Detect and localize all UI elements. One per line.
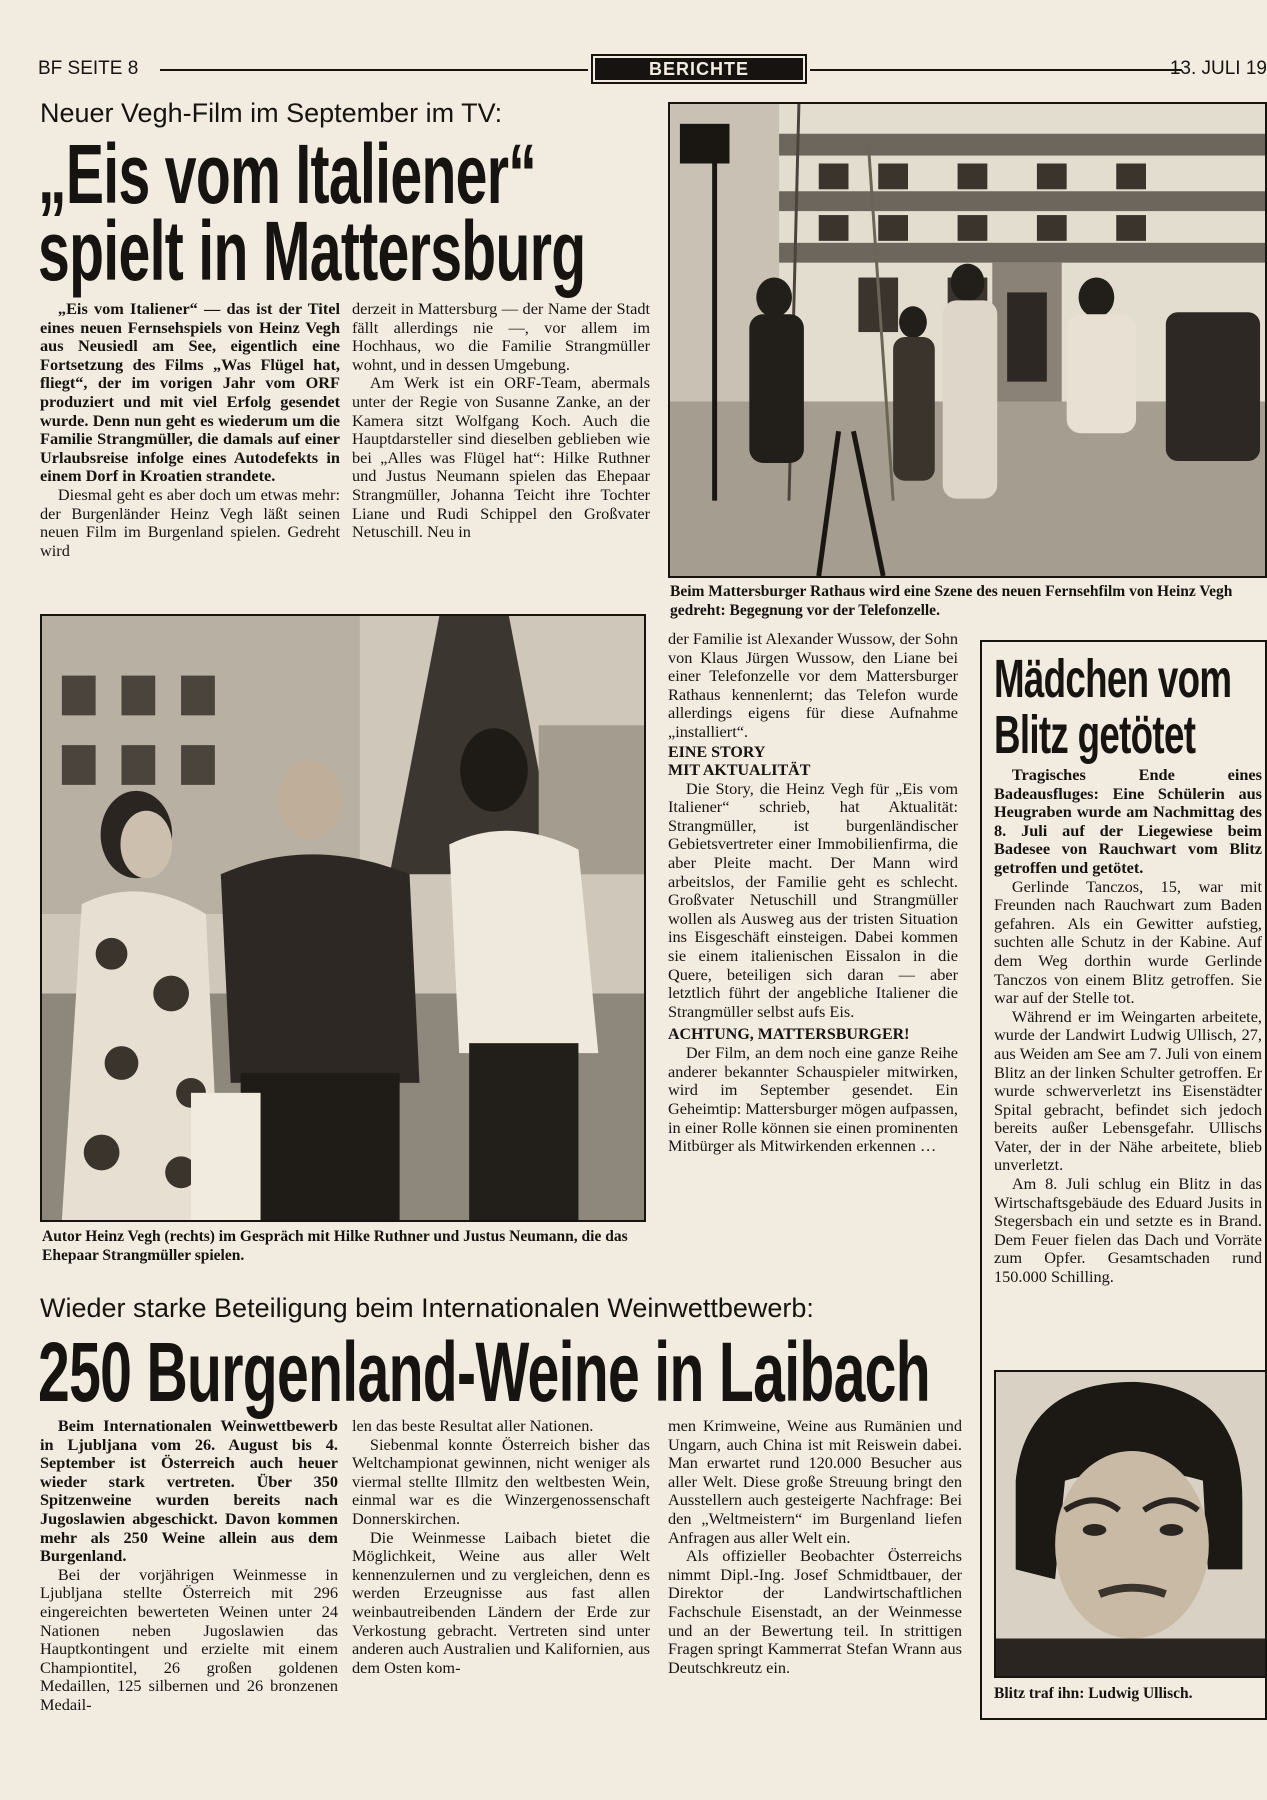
article1-column-3 [668,630,958,1260]
article1-column-1 [40,300,340,592]
article1-paragraph: Diesmal geht es aber doch um etwas mehr: der Burgenländer Heinz Vegh läßt seinen neuen Film im Burgenland spielen. Gedreht wird [40,484,340,560]
film-set-photo-caption: Beim Mattersburger Rathaus wird eine Szene des neuen Fernsehfilm von Heinz Vegh gedreht: Begegnung vor der Telefonzelle. [670,583,1233,619]
section-label: BERICHTE [595,58,803,80]
sidebar-headline-line1: Mädchen vom [994,649,1232,709]
article2-headline: 250 Burgenland-Weine in Laibach [38,1325,930,1419]
page-label: BF SEITE 8 [38,58,139,79]
article1-subheading-1-line2: MIT AKTUALITÄT [668,761,811,779]
header-rule-right [810,69,1182,71]
article1-paragraph: derzeit in Mattersburg — der Name der Stadt fällt allerdings nie —, vor allem im Hochhaus, wo die Familie Strangmüller wohnt, und in dessen Umgebung. [352,299,650,374]
article1-kicker: Neuer Vegh-Film im September im TV: [40,98,503,128]
ullisch-portrait-photo [994,1370,1267,1678]
article2-column-2 [352,1417,650,1737]
sidebar-paragraph: Am 8. Juli schlug ein Blitz in das Wirtschaftsgebäude des Eduard Jusits in Stegersbach ein und setzte es in Brand. Dem Feuer fielen das Dach und Vorräte zum Opfer. Gesamtschaden rund 150.000 Schilling. [994,1174,1262,1287]
article2-paragraph: Siebenmal konnte Österreich bisher das Weltchampionat gewinnen, nicht weniger als viermal stellte Illmitz den weltbesten Wein, einmal war es die Winzergenossenschaft Donnerskirchen. [352,1434,650,1528]
article1-paragraph: Die Story, die Heinz Vegh für „Eis vom Italiener“ schrieb, hat Aktualität: Strangmüller, ist burgenländischer Gebietsvertreter einer Immobilienfirma, die aber Pleite macht. Der Mann wird arbeitslos, der Familie geht es schlecht. Großvater Netuschill und Strangmüller wollen als Ausweg aus der tristen Situation ins Eisgeschäft einsteigen. Dabei kommen sie einem italienischen Eissalon in die Quere, beteiligen sich daran — aber letztlich führt der angebliche Italiener die Strangmüller selbst aufs Eis. [668,778,958,1021]
article1-paragraph: Der Film, an dem noch eine ganze Reihe anderer bekannter Schauspieler mitwirken, wird im September gesendet. Ein Geheimtip: Mattersburger mögen aufpassen, in einer Rolle können sie einen prominenten Mitbürger als Mitwirkenden erkennen … [668,1043,958,1156]
article2-paragraph: Bei der vorjährigen Weinmesse in Ljubljana stellte Österreich mit 296 eingereichten bewerteten Weinen unter 24 Nationen neben Jugoslawien das Hauptkontingent und erzielte mit einem Championtitel, 26 großen goldenen Medaillen, 125 silbernen und 26 bronzenen Medail- [40,1564,338,1714]
article1-column-2 [352,300,650,592]
author-photo-caption: Autor Heinz Vegh (rechts) im Gespräch mit Hilke Ruthner und Justus Neumann, die das Ehepaar Strangmüller spielen. [42,1228,628,1264]
issue-date: 13. JULI 19 [1169,58,1267,79]
article1-paragraph: der Familie ist Alexander Wussow, der Sohn von Klaus Jürgen Wussow, den Liane bei einer Telefonzelle vor dem Mattersburger Rathaus kennenlernt; das Telefon wurde allerdings eigens für diese Aufnahme „installiert“. [668,629,958,741]
page-header [38,58,1267,82]
sidebar-paragraph: Gerlinde Tanczos, 15, war mit Freunden nach Rauchwart zum Baden gefahren. Als ein Gewitter aufstieg, suchten alle Schutz in der Kabine. Auf dem Weg dorthin wurde Gerlinde Tanczos von einem Blitz getroffen. Sie war auf der Stelle tot. [994,876,1262,1008]
ullisch-portrait-image [996,1372,1265,1676]
article1-paragraph: Am Werk ist ein ORF-Team, abermals unter der Regie von Susanne Zanke, an der Kamera sitzt Wolfgang Koch. Auch die Hauptdarsteller sind dieselben geblieben wie bei „Alles was Flügel hat“: Hilke Ruthner und Justus Neumann spielen das Ehepaar Strangmüller, Johanna Teicht ihre Tochter Liane und Rudi Schippel den Großvater Netuschill. Neu in [352,373,650,542]
article2-lead: Beim Internationalen Weinwettbewerb in Ljubljana vom 26. August bis 4. September ist Österreich auch heuer wieder stark vertreten. Über 350 Spitzenweine wurden bereits nach Jugoslawien abgeschickt. Davon kommen mehr als 250 Weine allein aus dem Burgenland. [40,1416,338,1566]
section-badge [591,54,807,84]
sidebar-column [994,766,1262,1366]
author-image [42,616,644,1220]
article2-kicker: Wieder starke Beteiligung beim Internationalen Weinwettbewerb: [40,1293,814,1323]
sidebar-lead: Tragisches Ende eines Badeausfluges: Eine Schülerin aus Heugraben wurde am Nachmittag des 8. Juli auf der Liegewiese beim Badesee von Rauchwart vom Blitz getroffen und getötet. [994,765,1262,877]
article2-paragraph: len das beste Resultat aller Nationen. [352,1416,594,1435]
film-set-photo [668,102,1267,578]
article1-headline-line1: „Eis vom Italiener“ [38,127,537,221]
article1-headline-line2: spielt in Mattersburg [38,204,586,298]
article2-column-3 [668,1417,962,1737]
article2-column-1 [40,1417,338,1737]
author-photo [40,614,646,1222]
article2-paragraph: Als offizieller Beobachter Österreichs nimmt Dipl.-Ing. Josef Schmidtbauer, der Direktor der Landwirtschaftlichen Fachschule Eisenstadt, an der Weinmesse und an der Bewertung teil. In strittigen Fragen springt Kammerrat Stefan Wrann aus Deutschkreutz ein. [668,1546,962,1677]
header-rule-left [160,69,588,71]
sidebar-headline-line2: Blitz getötet [994,705,1196,765]
film-set-image [670,104,1265,576]
sidebar-paragraph: Während er im Weingarten arbeitete, wurde der Landwirt Ludwig Ullisch, 27, aus Weiden am See am 7. Juli von einem Blitz an der linken Schulter getroffen. Er wurde schwerverletzt ins Eisenstädter Spital gebracht, befindet sich jedoch bereits außer Lebensgefahr. Ullischs Vater, der in der Nähe arbeitete, blieb unverletzt. [994,1006,1262,1175]
article1-subheading-1-line1: EINE STORY [668,743,766,761]
article2-paragraph: Die Weinmesse Laibach bietet die Möglichkeit, Weine aus aller Welt kennenzulernen und zu vergleichen, denn es werden Erzeugnisse aus fast allen weinbautreibenden Ländern der Erde zur Verkostung gebracht. Vertreten sind unter anderen auch Australien und Kalifornien, aus dem Osten kom- [352,1527,650,1677]
article1-subheading-2: ACHTUNG, MATTERSBURGER! [668,1026,910,1044]
article1-lead: „Eis vom Italiener“ — das ist der Titel eines neuen Fernsehspiels von Heinz Vegh aus Neusiedl am See, eigentlich eine Fortsetzung des Films „Was Flügel hat, fliegt“, der im vorigen Jahr vom ORF produziert und mit viel Erfolg gesendet wurde. Denn nun geht es wiederum um die Familie Strangmüller, die damals auf einer Urlaubsreise infolge eines Autodefekts in einem Dorf in Kroatien strandete. [40,299,340,486]
article2-paragraph: men Krimweine, Weine aus Rumänien und Ungarn, auch China ist mit Reiswein dabei. Man erwartet rund 120.000 Besucher aus aller Welt. Diese große Streuung bringt den Ausstellern auch gesteigerte Nachfrage: Bei den „Weltmeistern“ im Burgenland liefen Anfragen aus aller Welt ein. [668,1416,962,1547]
ullisch-photo-caption: Blitz traf ihn: Ludwig Ullisch. [994,1685,1193,1702]
